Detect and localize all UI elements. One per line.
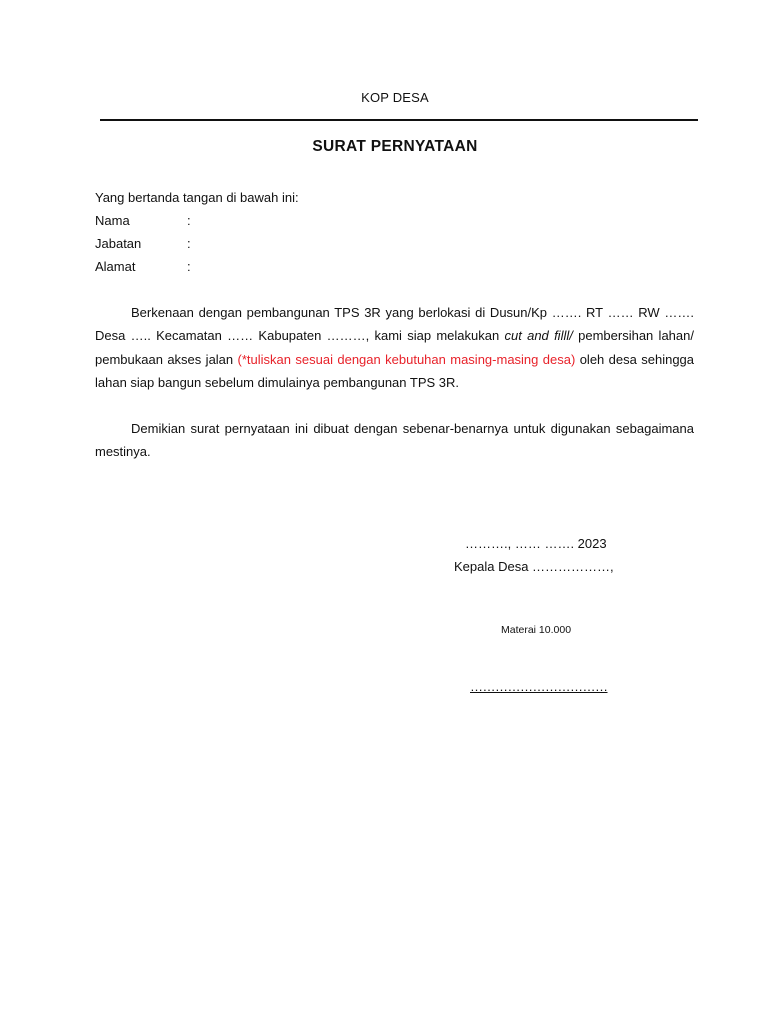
intro-text: Yang bertanda tangan di bawah ini:: [95, 190, 299, 205]
body-text-italic: cut and filll/: [504, 328, 573, 344]
field-label: Alamat: [95, 259, 136, 274]
field-label: Jabatan: [95, 236, 142, 251]
field-colon: :: [187, 213, 191, 228]
signature-role: Kepala Desa ………………,: [454, 559, 614, 574]
field-label: Nama: [95, 213, 130, 228]
instruction-note: (*tuliskan sesuai dengan kebutuhan masing-masing desa): [237, 351, 576, 367]
body-text: oleh desa sehingga lahan siap bangun sebelum dimulainya pembangunan TPS 3R.: [95, 351, 695, 390]
signature-name-line: ……………………………: [470, 679, 608, 694]
field-colon: :: [187, 236, 191, 251]
document-title: SURAT PERNYATAAN: [312, 138, 478, 155]
body-paragraph-2: [95, 417, 694, 464]
stamp-duty-label: Materai 10.000: [501, 624, 572, 636]
letterhead-divider: [100, 119, 698, 121]
body-paragraph-1: [95, 301, 694, 394]
signature-date: ………., …… ……. 2023: [465, 536, 607, 551]
body-text: pembersihan lahan/ pembukaan akses jalan: [95, 328, 694, 367]
letterhead-label: KOP DESA: [361, 90, 429, 105]
field-colon: :: [187, 259, 191, 274]
body-text: Demikian surat pernyataan ini dibuat dengan sebenar-benarnya untuk digunakan sebagaimana mestinya.: [95, 421, 694, 460]
body-text: Berkenaan dengan pembangunan TPS 3R yang berlokasi di Dusun/Kp ……. RT …… RW ……. Desa ….. Kecamatan …… Kabupaten ………, kami siap melakukan: [95, 305, 694, 344]
